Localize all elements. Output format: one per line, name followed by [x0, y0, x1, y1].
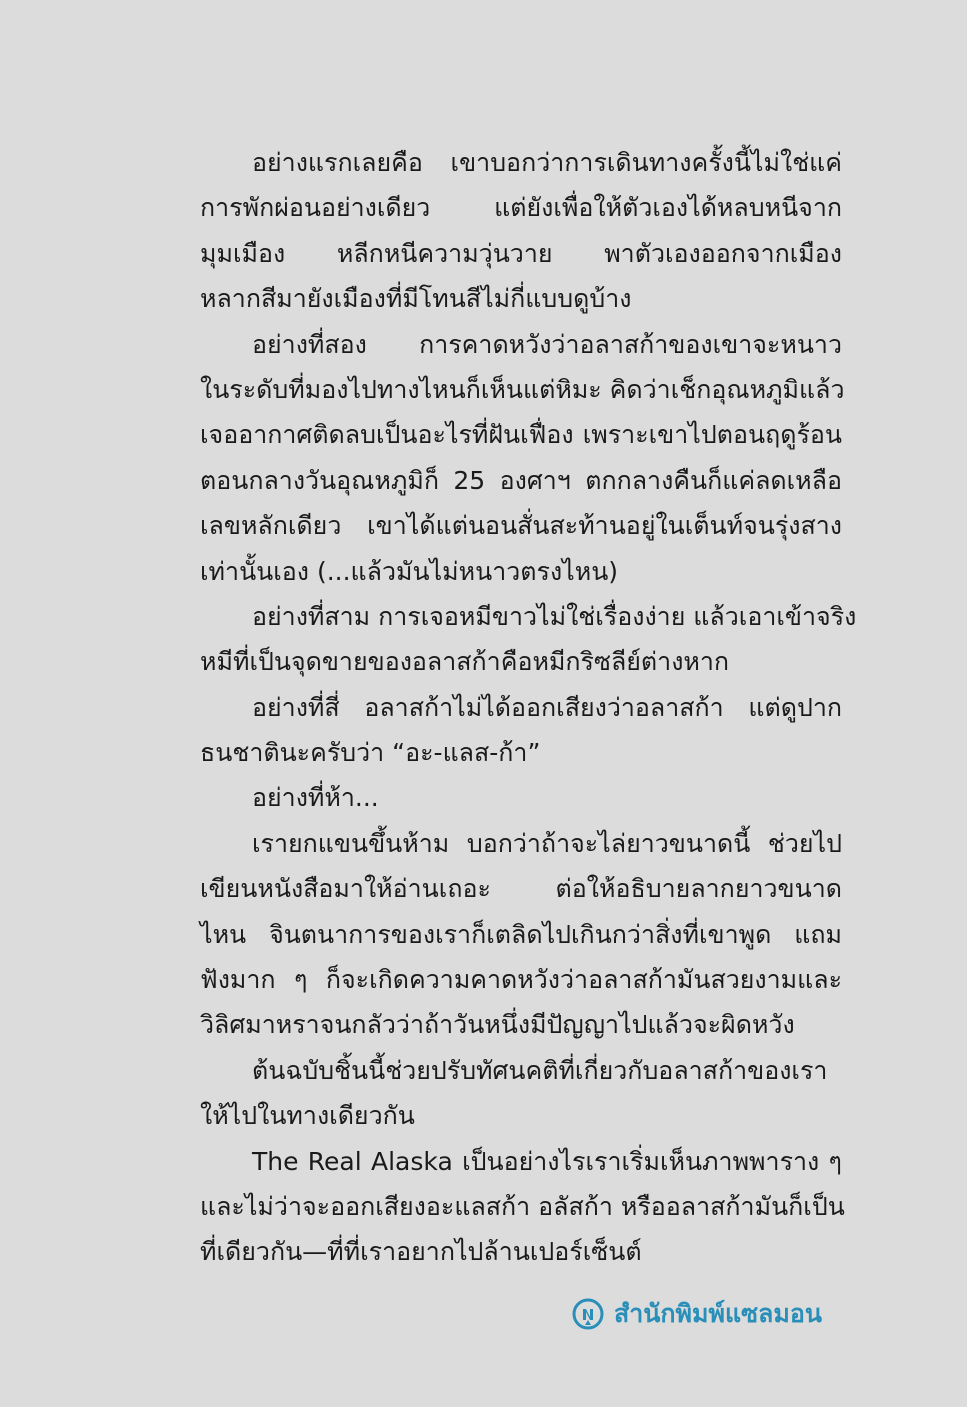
text-line: เจออากาศติดลบเป็นอะไรที่ฝันเฟื่อง เพราะเขาไปตอนฤดูร้อน [200, 420, 842, 450]
text-line: อย่างที่สาม การเจอหมีขาวไม่ใช่เรื่องง่าย แล้วเอาเข้าจริง [252, 601, 857, 631]
text-line: อย่างแรกเลยคือ เขาบอกว่าการเดินทางครั้งนี้ไม่ใช่แค่ [252, 148, 842, 177]
text-line: ในระดับที่มองไปทางไหนก็เห็นแต่หิมะ คิดว่าเช็กอุณหภูมิแล้ว [200, 374, 845, 404]
text-line: และไม่ว่าจะออกเสียงอะแลสก้า อลัสก้า หรืออลาสก้ามันก็เป็น [200, 1191, 845, 1221]
text-line: The Real Alaska เป็นอย่างไรเราเริ่มเห็นภาพพาราง ๆ [252, 1146, 842, 1176]
text-line: มุมเมือง หลีกหนีความวุ่นวาย พาตัวเองออกจากเมือง [200, 238, 842, 268]
text-line: อย่างที่ห้า... [252, 783, 379, 813]
paragraph-4 [200, 685, 842, 776]
text-line: อย่างที่สอง การคาดหวังว่าอลาสก้าของเขาจะหนาว [252, 329, 842, 359]
publisher-name: สำนักพิมพ์แซลมอน [614, 1299, 822, 1328]
text-line: หมีที่เป็นจุดขายของอลาสก้าคือหมีกริซลีย์ต่างหาก [200, 647, 730, 677]
text-line: ฟังมาก ๆ ก็จะเกิดความคาดหวังว่าอลาสก้ามันสวยงามและ [200, 965, 842, 995]
paragraph-8 [200, 1139, 845, 1275]
text-line: เขียนหนังสือมาให้อ่านเถอะ ต่อให้อธิบายลากยาวขนาด [200, 874, 842, 904]
paragraph-3 [200, 594, 857, 685]
text-line: ต้นฉบับชิ้นนี้ช่วยปรับทัศนคติที่เกี่ยวกับอลาสก้าของเรา [252, 1055, 828, 1085]
text-line: เรายกแขนขึ้นห้าม บอกว่าถ้าจะไล่ยาวขนาดนี้ ช่วยไป [252, 828, 842, 858]
text-line: เท่านั้นเอง (...แล้วมันไม่หนาวตรงไหน) [200, 556, 619, 586]
paragraph-6 [200, 821, 842, 1048]
salmon-press-logo-icon [572, 1298, 604, 1330]
body-text [200, 140, 857, 1275]
text-line: หลากสีมายังเมืองที่มีโทนสีไม่กี่แบบดูบ้าง [200, 284, 632, 314]
text-line: ไหน จินตนาการของเราก็เตลิดไปเกินกว่าสิ่งที่เขาพูด แถม [200, 919, 842, 949]
text-line: การพักผ่อนอย่างเดียว แต่ยังเพื่อให้ตัวเองได้หลบหนีจาก [200, 193, 842, 223]
text-line: ที่เดียวกัน—ที่ที่เราอยากไปล้านเปอร์เซ็นต์ [200, 1237, 642, 1267]
text-line: วิลิศมาหราจนกลัวว่าถ้าวันหนึ่งมีปัญญาไปแล้วจะผิดหวัง [200, 1010, 795, 1040]
publisher-mark [572, 1294, 842, 1334]
text-line: อย่างที่สี่ อลาสก้าไม่ได้ออกเสียงว่าอลาสก้า แต่ดูปาก [252, 692, 842, 722]
text-line: ตอนกลางวันอุณหภูมิก็ 25 องศาฯ ตกกลางคืนก็แค่ลดเหลือ [200, 465, 842, 495]
text-line: ธนชาตินะครับว่า “อะ-แลส-ก้า” [200, 738, 541, 768]
paragraph-5 [200, 775, 842, 820]
paragraph-1 [200, 140, 842, 322]
text-line: เลขหลักเดียว เขาได้แต่นอนสั่นสะท้านอยู่ในเต็นท์จนรุ่งสาง [200, 511, 842, 541]
text-line: ให้ไปในทางเดียวกัน [200, 1101, 415, 1131]
paragraph-2 [200, 322, 845, 594]
paragraph-7 [200, 1048, 842, 1139]
